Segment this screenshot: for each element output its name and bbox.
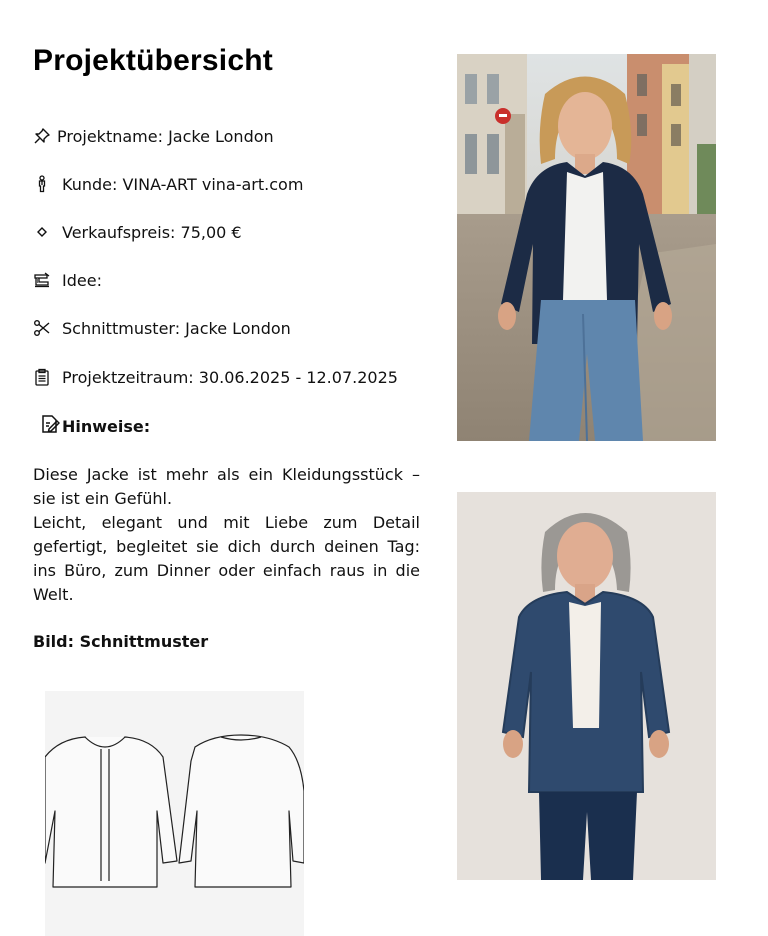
note-paragraph-2: Leicht, elegant und mit Liebe zum Detail gefertigt, begleitet sie dich durch deinen Tag: ins Büro, zum Dinner oder einfach raus in die Welt. (33, 513, 420, 604)
photo-studio-model (457, 492, 716, 880)
field-schnittmuster-text: Schnittmuster: Jacke London (62, 318, 291, 338)
field-schnittmuster (33, 318, 291, 338)
page-title: Projektübersicht (33, 44, 273, 77)
pattern-heading: Bild: Schnittmuster (33, 632, 209, 651)
sewing-machine-icon (33, 270, 55, 290)
field-verkaufspreis (33, 222, 242, 242)
field-projektname-text: Projektname: Jacke London (57, 126, 274, 146)
field-idee-text: Idee: (62, 270, 102, 290)
field-projektname (33, 126, 274, 146)
scissors-icon (33, 318, 55, 338)
person-icon (33, 174, 55, 194)
project-note (33, 463, 420, 607)
diamond-icon (33, 222, 55, 242)
hinweise-label: Hinweise: (62, 416, 151, 436)
clipboard-icon (33, 367, 55, 387)
hinweise-heading (40, 414, 150, 438)
note-paragraph-1: Diese Jacke ist mehr als ein Kleidungsstück – sie ist ein Gefühl. (33, 465, 420, 508)
field-projektzeitraum-text: Projektzeitraum: 30.06.2025 - 12.07.2025 (62, 367, 398, 387)
field-kunde (33, 174, 303, 194)
photo-street-model (457, 54, 716, 441)
field-verkaufspreis-text: Verkaufspreis: 75,00 € (62, 222, 242, 242)
memo-icon (40, 414, 62, 438)
field-idee (33, 270, 102, 290)
field-kunde-text: Kunde: VINA-ART vina-art.com (62, 174, 304, 194)
field-projektzeitraum (33, 367, 398, 387)
pattern-sketch-image (45, 691, 304, 936)
pushpin-icon (33, 126, 55, 146)
